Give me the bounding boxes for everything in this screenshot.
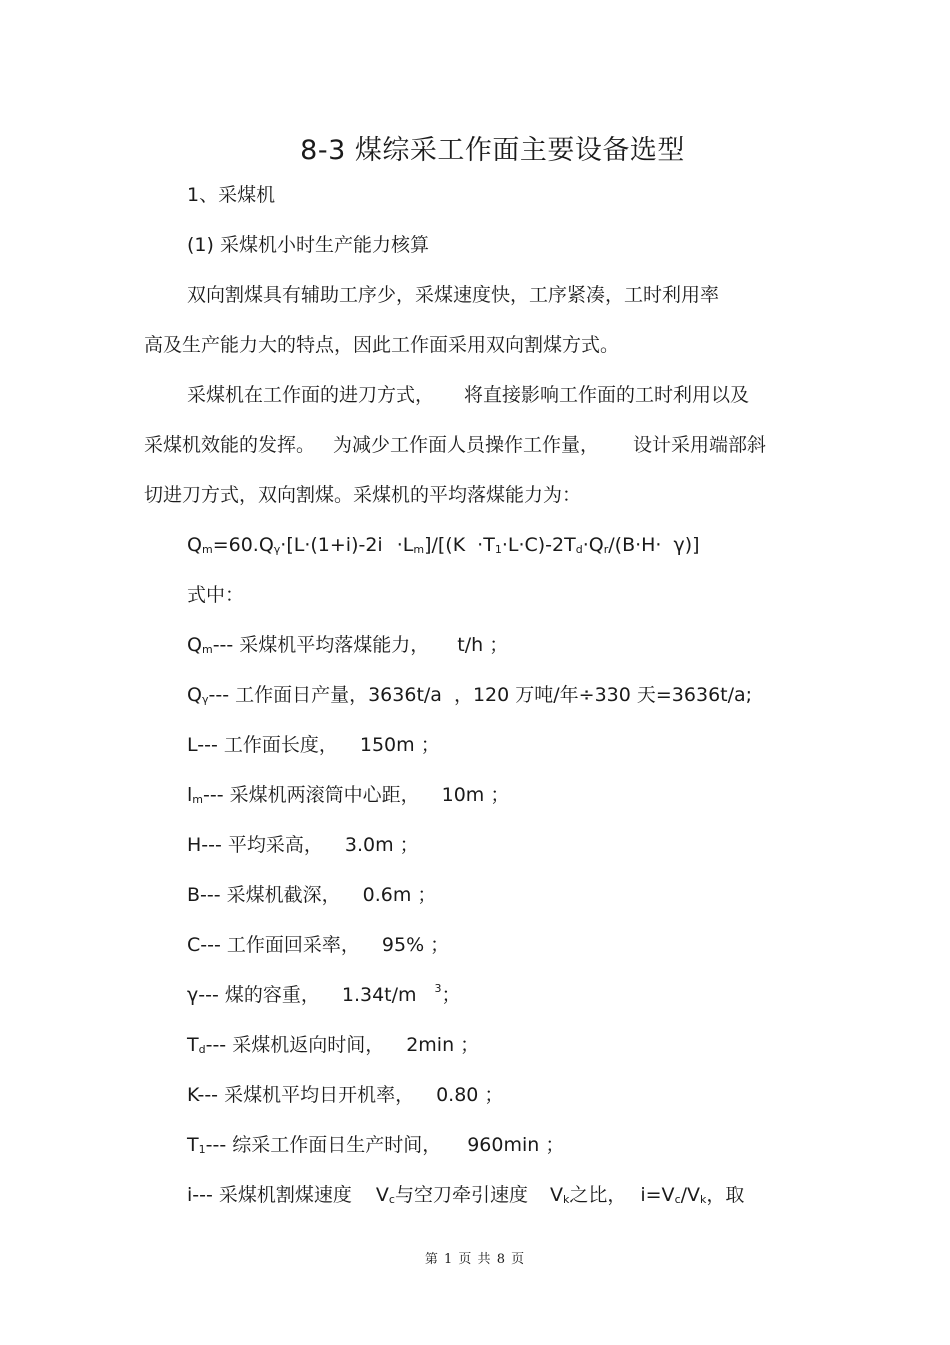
section-heading: 1、采煤机 <box>187 184 276 206</box>
ratio-symbol: V <box>549 1184 563 1206</box>
definition-item <box>187 782 509 808</box>
definition-text: --- 工作面回采率， <box>200 934 360 956</box>
definition-text: --- 工作面长度， <box>197 734 338 756</box>
definition-text: --- 采煤机返向时间， <box>205 1034 385 1056</box>
definition-item <box>187 1132 564 1158</box>
ratio-subscript: c <box>674 1193 681 1206</box>
definition-symbol: K <box>187 1084 198 1106</box>
definition-item <box>187 1082 503 1108</box>
formula-part: /(B·H· <box>608 534 662 556</box>
definition-item <box>187 682 752 708</box>
subsection-heading: (1) 采煤机小时生产能力核算 <box>187 234 429 256</box>
definition-value: 150m ； <box>359 734 440 756</box>
formula-subscript: 1 <box>494 543 502 556</box>
ratio-text: 之比， <box>569 1184 627 1206</box>
definition-symbol: l <box>187 784 193 806</box>
formula-part: Q <box>187 534 202 556</box>
definition-symbol: Q <box>187 634 202 656</box>
definition-symbol: L <box>187 734 198 756</box>
ratio-text: 与空刀牵引速度 <box>394 1184 528 1206</box>
page-footer: 第 1 页 共 8 页 <box>424 1252 526 1267</box>
definition-value: 1.34t/m <box>341 984 417 1006</box>
ratio-subscript: k <box>562 1193 570 1206</box>
definition-text: --- 平均采高， <box>201 834 323 856</box>
definition-value: 3.0m ； <box>344 834 419 856</box>
definition-item <box>187 832 419 858</box>
definition-superscript: 3 <box>434 982 442 995</box>
definition-subscript: m <box>192 793 203 806</box>
where-label: 式中： <box>187 584 245 606</box>
definition-item <box>187 632 508 658</box>
page-title: 8-3 煤综采工作面主要设备选型 <box>300 135 685 166</box>
definition-symbol: Q <box>187 684 202 706</box>
formula-subscript: m <box>413 543 425 556</box>
formula <box>187 532 700 558</box>
definition-item <box>187 1032 479 1058</box>
definition-value: 10m ； <box>441 784 510 806</box>
definition-text: --- 工作面日产量，3636t/a <box>208 684 442 706</box>
ratio-formula: /V <box>680 1184 701 1206</box>
definition-item <box>187 732 440 758</box>
definition-value: 960min ； <box>467 1134 565 1156</box>
definition-text: --- 采煤机平均落煤能力， <box>212 634 430 656</box>
definition-subscript: d <box>198 1043 206 1056</box>
formula-part: ·L·C)-2T <box>501 534 576 556</box>
definition-symbol: B <box>187 884 201 906</box>
para2-line2 <box>144 432 766 458</box>
formula-part: =60.Q <box>212 534 274 556</box>
formula-part: ·L <box>396 534 414 556</box>
definition-item <box>187 932 449 958</box>
para2-line1-part-a: 采煤机在工作面的进刀方式， <box>187 384 435 406</box>
formula-part: ·[L·(1+i)-2i <box>280 534 383 556</box>
definition-subscript: m <box>201 643 213 656</box>
para2-line3: 切进刀方式，双向割煤。采煤机的平均落煤能力为： <box>144 484 582 506</box>
formula-subscript: m <box>201 543 213 556</box>
ratio-subscript: k <box>700 1193 707 1206</box>
definition-tail: ； <box>441 984 461 1006</box>
definition-text: --- 采煤机截深， <box>200 884 341 906</box>
definition-text: --- 煤的容重， <box>198 984 320 1006</box>
formula-part: γ)] <box>673 534 700 556</box>
definition-subscript: 1 <box>198 1143 206 1156</box>
definition-value: ，120 万吨/年÷330 天=3636t/a; <box>453 684 753 706</box>
para1-line2: 高及生产能力大的特点，因此工作面采用双向割煤方式。 <box>144 334 620 356</box>
para2-line1-part-b: 将直接影响工作面的工时利用以及 <box>464 384 750 406</box>
definition-value: 0.6m ； <box>362 884 437 906</box>
ratio-text: ，取 <box>706 1184 745 1206</box>
ratio-formula: i=V <box>640 1184 675 1206</box>
definition-value: t/h ； <box>457 634 509 656</box>
definition-text: --- 采煤机平均日开机率， <box>197 1084 415 1106</box>
formula-part: ]/[(K <box>424 534 466 556</box>
para2-line2-part-c: 设计采用端部斜 <box>633 434 767 456</box>
definition-symbol: γ <box>187 984 199 1006</box>
para2-line2-part-a: 采煤机效能的发挥。 <box>144 434 316 456</box>
ratio-text: i--- 采煤机割煤速度 <box>187 1184 352 1206</box>
formula-subscript: r <box>603 543 609 556</box>
formula-subscript: d <box>575 543 583 556</box>
definition-text: --- 综采工作面日生产时间， <box>205 1134 442 1156</box>
definition-value: 95% ； <box>381 934 450 956</box>
formula-part: ·Q <box>582 534 604 556</box>
definition-symbol: T <box>187 1034 199 1056</box>
para2-line2-part-b: 为减少工作面人员操作工作量， <box>333 434 600 456</box>
definition-subscript: γ <box>201 693 209 706</box>
ratio-symbol: V <box>375 1184 389 1206</box>
formula-part: ·T <box>477 534 495 556</box>
ratio-definition <box>187 1182 744 1208</box>
formula-subscript: γ <box>273 543 281 556</box>
definition-item <box>187 982 461 1008</box>
definition-value: 2min ； <box>406 1034 480 1056</box>
definition-symbol: C <box>187 934 201 956</box>
definition-symbol: T <box>187 1134 199 1156</box>
ratio-subscript: c <box>388 1193 395 1206</box>
para1-line1: 双向割煤具有辅助工序少，采煤速度快，工序紧凑，工时利用率 <box>187 284 720 306</box>
para2-line1 <box>187 382 749 408</box>
definition-item <box>187 882 436 908</box>
definition-text: --- 采煤机两滚筒中心距， <box>203 784 420 806</box>
definition-symbol: H <box>187 834 202 856</box>
definition-value: 0.80 ； <box>436 1084 504 1106</box>
